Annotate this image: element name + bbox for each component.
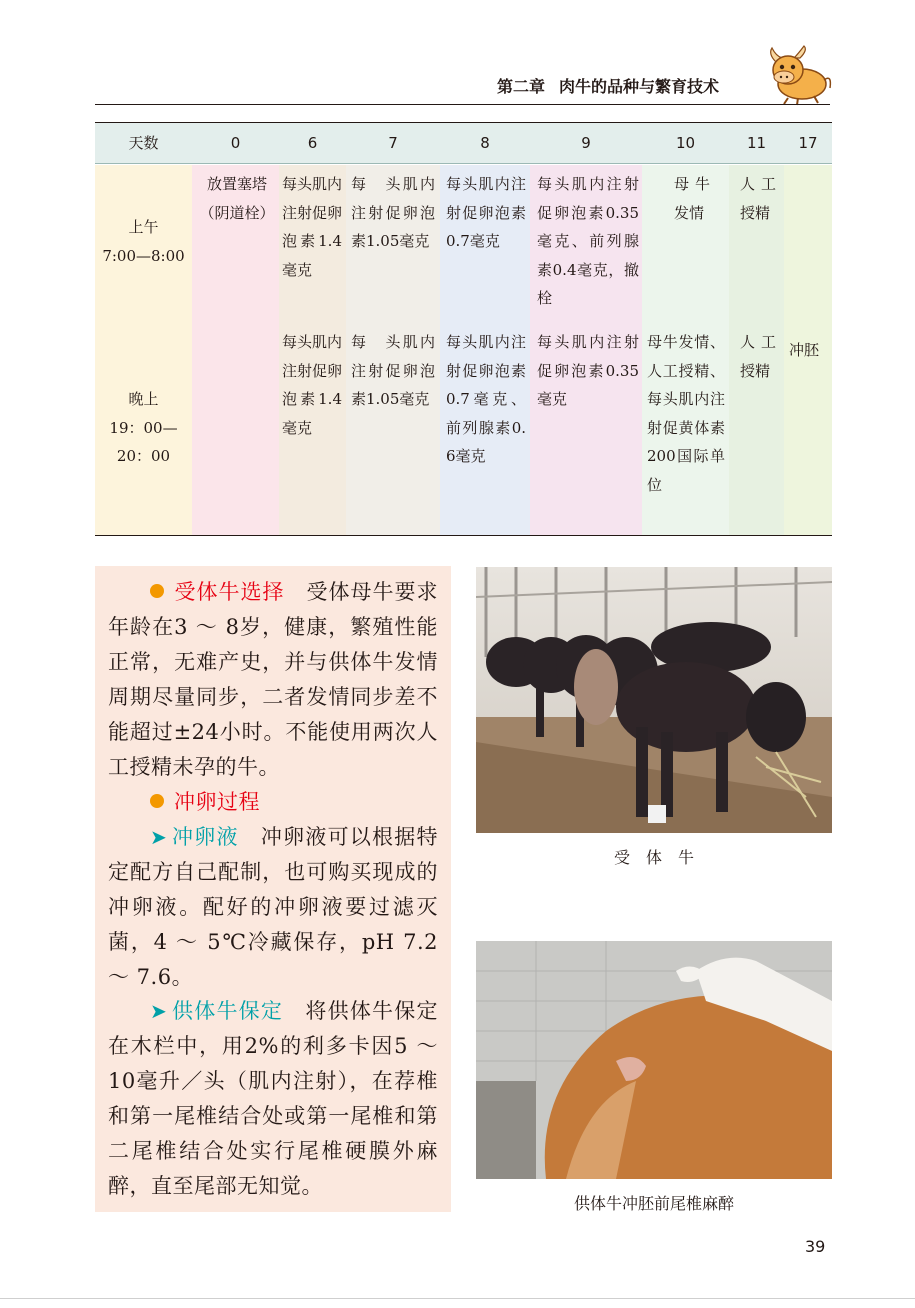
chapter-title: 肉牛的品种与繁育技术 <box>559 77 720 96</box>
table-cell: 冲胚 <box>789 341 820 359</box>
table-cell: 每 头肌内注射促卵泡素1.05毫克 <box>351 175 435 250</box>
table-cell: 母牛发情 <box>674 175 710 222</box>
section-heading: 受体牛选择 <box>174 580 285 604</box>
table-cell: 人工授精 <box>740 175 776 222</box>
table-cell: 每头肌内注射促卵泡素0.35毫克、前列腺素0.4毫克，撤栓 <box>537 175 639 307</box>
arrow-right-icon: ➤ <box>150 999 168 1023</box>
hormone-schedule-table <box>95 122 832 536</box>
header-day: 6 <box>307 134 318 152</box>
paragraph-recipient <box>108 575 438 785</box>
time-morning <box>95 213 192 270</box>
header-separator <box>95 163 832 164</box>
footer-rule <box>0 1298 915 1299</box>
table-cell: 人工授精 <box>740 333 776 380</box>
bullet-dot-icon <box>150 584 164 598</box>
arrow-right-icon: ➤ <box>150 825 168 849</box>
table-header-row <box>95 123 832 164</box>
section-body: 冲卵液可以根据特定配方自己配制，也可购买现成的冲卵液。配好的冲卵液要过滤灭菌，4 ～ 5℃冷藏保存，pH 7.2 ～ 7.6。 <box>108 825 439 989</box>
chapter-header <box>497 74 719 97</box>
cartoon-cow-icon <box>762 44 834 106</box>
paragraph-donor-restraint <box>108 994 438 1204</box>
time-range: 19：00— <box>109 418 178 437</box>
section-heading: 供体牛保定 <box>171 999 284 1023</box>
header-day: 7 <box>388 134 398 152</box>
time-range: 7:00—8:00 <box>102 246 185 265</box>
bullet-dot-icon <box>150 794 164 808</box>
paragraph-flushing-fluid <box>108 820 438 995</box>
table-cell: 每头肌内注射促卵泡素1.4毫克 <box>282 333 343 437</box>
header-day: 17 <box>798 134 818 152</box>
section-heading: 冲卵液 <box>171 825 239 849</box>
table-cell: 每 头肌内注射促卵泡素1.05毫克 <box>351 333 435 408</box>
table-cell: 每头肌内注射促卵泡素0.7毫克、前列腺素0.6毫克 <box>446 333 526 465</box>
header-day: 0 <box>230 134 241 152</box>
page-number: 39 <box>805 1237 826 1256</box>
time-range: 20：00 <box>116 447 171 465</box>
text-panel <box>95 566 451 1212</box>
time-label: 晚上 <box>128 390 159 408</box>
table-cell: 放置塞塔（阴道栓） <box>199 175 275 222</box>
recipient-cows-photo <box>476 567 832 833</box>
table-cell: 母牛发情、人工授精、每头肌内注射促黄体素200国际单位 <box>647 333 725 494</box>
table-bottom-rule <box>95 535 832 536</box>
table-cell: 每头肌内注射促卵泡素0.35毫克 <box>537 333 639 408</box>
header-day: 11 <box>746 134 767 152</box>
header-rule <box>95 104 830 105</box>
header-corner-days: 天数 <box>128 134 159 152</box>
header-day: 9 <box>581 134 591 152</box>
paragraph-flushing <box>108 785 438 820</box>
time-label: 上午 <box>128 218 159 236</box>
chapter-number: 第二章 <box>497 77 546 96</box>
table-cell: 每头肌内注射促卵泡素1.4毫克 <box>282 175 343 279</box>
section-body: 将供体牛保定在木栏中，用2%的利多卡因5 ～ 10毫升／头（肌内注射），在荐椎和第一尾椎结合处或第一尾椎和第二尾椎结合处实行尾椎硬膜外麻醉，直至尾部无知觉。 <box>108 999 439 1198</box>
table-cell: 每头肌内注射促卵泡素0.7毫克 <box>446 175 526 250</box>
donor-anesthesia-photo <box>476 941 832 1179</box>
header-day: 8 <box>480 134 490 152</box>
time-evening <box>95 385 192 471</box>
section-body: 受体母牛要求年龄在3 ～ 8岁，健康，繁殖性能正常，无难产史，并与供体牛发情周期尽量同步，二者发情同步差不能超过±24小时。不能使用两次人工授精未孕的牛。 <box>108 580 438 779</box>
section-heading: 冲卵过程 <box>174 790 260 814</box>
figure-caption-recipient: 受 体 牛 <box>613 848 694 867</box>
figure-caption-donor: 供体牛冲胚前尾椎麻醉 <box>573 1194 734 1213</box>
header-day: 10 <box>675 134 696 152</box>
